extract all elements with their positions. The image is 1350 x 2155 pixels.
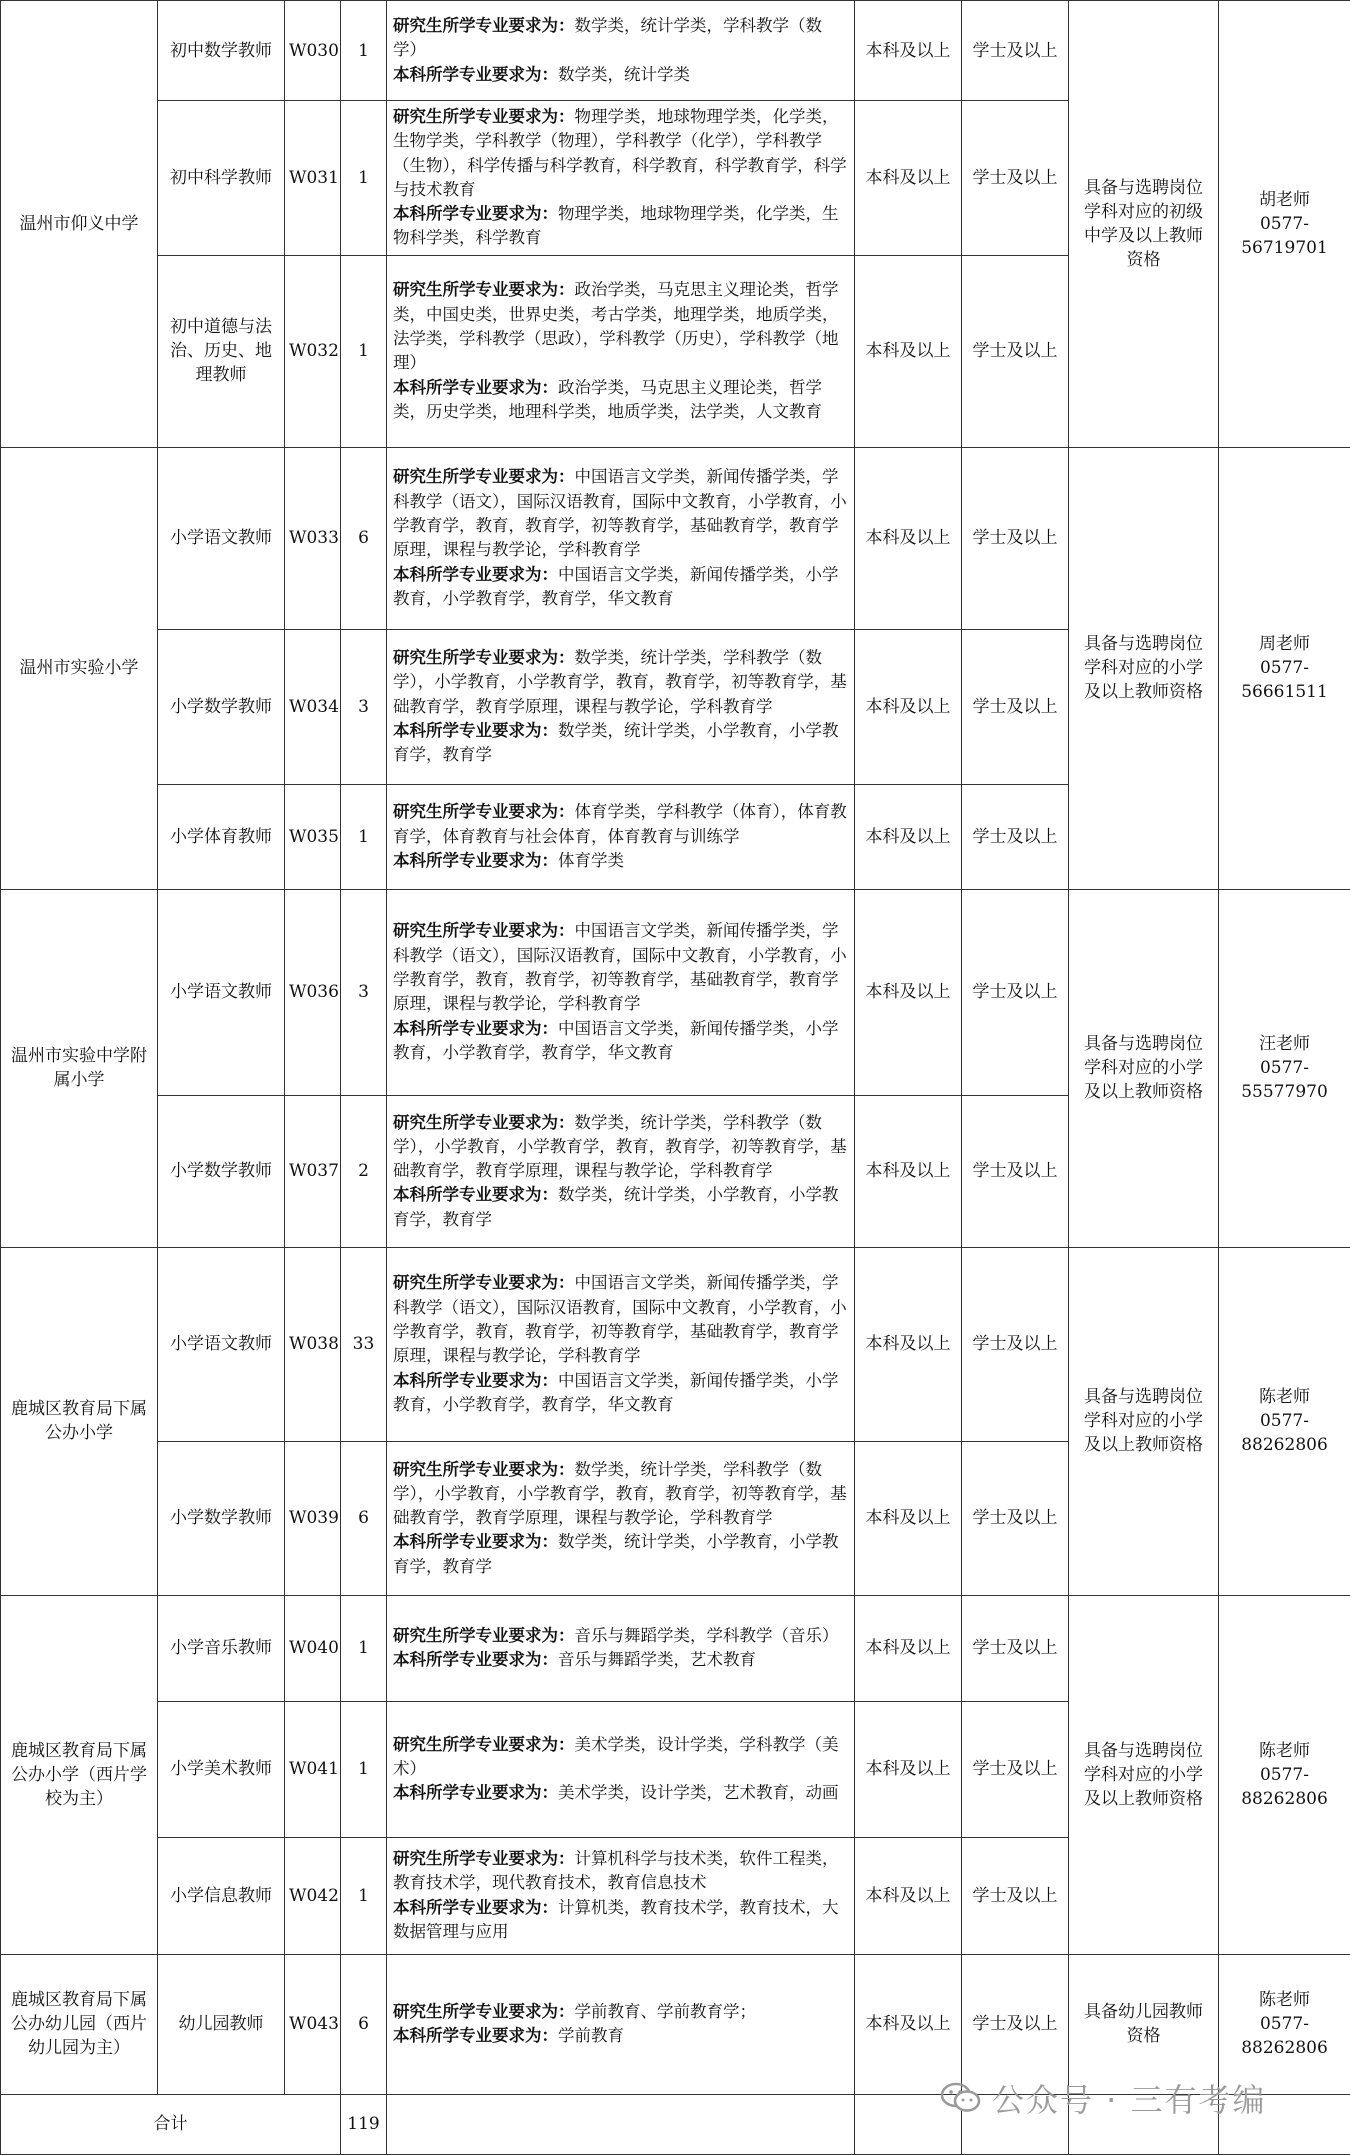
degree-cell: 学士及以上 xyxy=(962,784,1069,889)
count-cell: 6 xyxy=(341,447,387,629)
code-cell: W041 xyxy=(285,1701,341,1837)
education-cell: 本科及以上 xyxy=(855,889,962,1095)
count-cell: 1 xyxy=(341,784,387,889)
contact-cell: 汪老师 0577-55577970 xyxy=(1219,889,1350,1247)
degree-cell: 学士及以上 xyxy=(962,1837,1069,1954)
code-cell: W038 xyxy=(285,1247,341,1441)
code-cell: W040 xyxy=(285,1595,341,1701)
count-cell: 1 xyxy=(341,101,387,256)
contact-cell: 陈老师 0577-88262806 xyxy=(1219,1595,1350,1954)
code-cell: W034 xyxy=(285,629,341,784)
certificate-cell: 具备与选聘岗位学科对应的小学及以上教师资格 xyxy=(1069,447,1219,889)
education-cell: 本科及以上 xyxy=(855,1954,962,2094)
requirement-cell: 研究生所学专业要求为：数学类，统计学类，学科教学（数学），小学教育，小学教育学，教育，教育学，初等教育学，基础教育学，教育学原理，课程与教学论，学科教育学 本科所学专业要求为：数学类，统计学类，小学教育，小学教育学，教育学 xyxy=(387,1441,855,1595)
requirement-cell: 研究生所学专业要求为：数学类，统计学类，学科教学（数学），小学教育，小学教育学，教育，教育学，初等教育学，基础教育学，教育学原理，课程与教学论，学科教育学 本科所学专业要求为：数学类，统计学类，小学教育，小学教育学，教育学 xyxy=(387,1095,855,1247)
code-cell: W030 xyxy=(285,1,341,101)
requirement-cell: 研究生所学专业要求为：音乐与舞蹈学类，学科教学（音乐） 本科所学专业要求为：音乐与舞蹈学类，艺术教育 xyxy=(387,1595,855,1701)
degree-cell: 学士及以上 xyxy=(962,101,1069,256)
count-cell: 1 xyxy=(341,1837,387,1954)
requirement-cell: 研究生所学专业要求为：政治学类，马克思主义理论类，哲学类，中国史类，世界史类，考古学类，地理学类，地质学类，法学类，学科教学（思政），学科教学（历史），学科教学（地理） 本科所学专业要求为：政治学类，马克思主义理论类，哲学类，历史学类，地理科学类，地质学类，法学类，人文教育 xyxy=(387,255,855,447)
requirement-cell: 研究生所学专业要求为：计算机科学与技术类，软件工程类，教育技术学，现代教育技术，教育信息技术 本科所学专业要求为：计算机类，教育技术学，教育技术，大数据管理与应用 xyxy=(387,1837,855,1954)
certificate-cell: 具备与选聘岗位学科对应的小学及以上教师资格 xyxy=(1069,1247,1219,1595)
school-cell: 鹿城区教育局下属公办小学（西片学校为主） xyxy=(1,1595,158,1954)
count-cell: 33 xyxy=(341,1247,387,1441)
education-cell: 本科及以上 xyxy=(855,101,962,256)
requirement-cell: 研究生所学专业要求为：物理学类，地球物理学类，化学类，生物学类，学科教学（物理），学科教学（化学），学科教学（生物），科学传播与科学教育，科学教育，科学教育学，科学与技术教育 本科所学专业要求为：物理学类，地球物理学类，化学类，生物科学类，科学教育 xyxy=(387,101,855,256)
certificate-cell: 具备与选聘岗位学科对应的小学及以上教师资格 xyxy=(1069,1595,1219,1954)
code-cell: W036 xyxy=(285,889,341,1095)
degree-cell: 学士及以上 xyxy=(962,1,1069,101)
school-cell: 温州市实验小学 xyxy=(1,447,158,889)
requirement-cell: 研究生所学专业要求为：数学类，统计学类，学科教学（数学） 本科所学专业要求为：数学类，统计学类 xyxy=(387,1,855,101)
requirement-cell: 研究生所学专业要求为：中国语言文学类，新闻传播学类，学科教学（语文），国际汉语教育，国际中文教育，小学教育，小学教育学，教育，教育学，初等教育学，基础教育学，教育学原理，课程与教学论，学科教育学 本科所学专业要求为：中国语言文学类，新闻传播学类，小学教育，小学教育学，教育学，华文教育 xyxy=(387,889,855,1095)
post-cell: 小学语文教师 xyxy=(158,447,285,629)
post-cell: 初中科学教师 xyxy=(158,101,285,256)
post-cell: 小学信息教师 xyxy=(158,1837,285,1954)
requirement-cell: 研究生所学专业要求为：数学类，统计学类，学科教学（数学），小学教育，小学教育学，教育，教育学，初等教育学，基础教育学，教育学原理，课程与教学论，学科教育学 本科所学专业要求为：数学类，统计学类，小学教育，小学教育学，教育学 xyxy=(387,629,855,784)
code-cell: W032 xyxy=(285,255,341,447)
degree-cell: 学士及以上 xyxy=(962,447,1069,629)
count-cell: 1 xyxy=(341,1701,387,1837)
code-cell: W037 xyxy=(285,1095,341,1247)
post-cell: 小学语文教师 xyxy=(158,1247,285,1441)
count-cell: 3 xyxy=(341,629,387,784)
count-cell: 1 xyxy=(341,255,387,447)
school-cell: 温州市仰义中学 xyxy=(1,1,158,448)
watermark xyxy=(940,2075,1267,2121)
requirement-cell: 研究生所学专业要求为：体育学类，学科教学（体育），体育教育学，体育教育与社会体育，体育教育与训练学 本科所学专业要求为：体育学类 xyxy=(387,784,855,889)
table-row xyxy=(1,447,1350,629)
contact-cell: 周老师 0577-56661511 xyxy=(1219,447,1350,889)
degree-cell: 学士及以上 xyxy=(962,1701,1069,1837)
degree-cell: 学士及以上 xyxy=(962,889,1069,1095)
table-row xyxy=(1,889,1350,1095)
requirement-cell: 研究生所学专业要求为：美术学类，设计学类，学科教学（美术） 本科所学专业要求为：美术学类，设计学类，艺术教育，动画 xyxy=(387,1701,855,1837)
post-cell: 初中数学教师 xyxy=(158,1,285,101)
count-cell: 1 xyxy=(341,1,387,101)
table-row xyxy=(1,1595,1350,1701)
code-cell: W031 xyxy=(285,101,341,256)
education-cell: 本科及以上 xyxy=(855,1595,962,1701)
degree-cell: 学士及以上 xyxy=(962,629,1069,784)
certificate-cell: 具备与选聘岗位学科对应的小学及以上教师资格 xyxy=(1069,889,1219,1247)
table-row xyxy=(1,1,1350,101)
education-cell: 本科及以上 xyxy=(855,1247,962,1441)
code-cell: W033 xyxy=(285,447,341,629)
certificate-cell: 具备幼儿园教师资格 xyxy=(1069,1954,1219,2094)
school-cell: 温州市实验中学附属小学 xyxy=(1,889,158,1247)
post-cell: 小学数学教师 xyxy=(158,629,285,784)
education-cell: 本科及以上 xyxy=(855,784,962,889)
post-cell: 幼儿园教师 xyxy=(158,1954,285,2094)
table-row xyxy=(1,1247,1350,1441)
table-row xyxy=(1,1954,1350,2094)
degree-cell: 学士及以上 xyxy=(962,255,1069,447)
degree-cell: 学士及以上 xyxy=(962,1954,1069,2094)
code-cell: W039 xyxy=(285,1441,341,1595)
count-cell: 6 xyxy=(341,1441,387,1595)
contact-cell: 陈老师 0577-88262806 xyxy=(1219,1247,1350,1595)
wechat-icon xyxy=(940,2081,982,2115)
code-cell: W043 xyxy=(285,1954,341,2094)
total-label: 合计 xyxy=(1,2094,341,2154)
education-cell: 本科及以上 xyxy=(855,1,962,101)
count-cell: 1 xyxy=(341,1595,387,1701)
education-cell: 本科及以上 xyxy=(855,1441,962,1595)
code-cell: W042 xyxy=(285,1837,341,1954)
post-cell: 小学数学教师 xyxy=(158,1441,285,1595)
total-count: 119 xyxy=(341,2094,387,2154)
degree-cell: 学士及以上 xyxy=(962,1095,1069,1247)
education-cell: 本科及以上 xyxy=(855,1095,962,1247)
education-cell: 本科及以上 xyxy=(855,447,962,629)
degree-cell: 学士及以上 xyxy=(962,1441,1069,1595)
requirement-cell: 研究生所学专业要求为：学前教育、学前教育学； 本科所学专业要求为：学前教育 xyxy=(387,1954,855,2094)
post-cell: 小学美术教师 xyxy=(158,1701,285,1837)
degree-cell: 学士及以上 xyxy=(962,1595,1069,1701)
education-cell: 本科及以上 xyxy=(855,1837,962,1954)
education-cell: 本科及以上 xyxy=(855,629,962,784)
post-cell: 小学音乐教师 xyxy=(158,1595,285,1701)
certificate-cell: 具备与选聘岗位学科对应的初级中学及以上教师资格 xyxy=(1069,1,1219,448)
post-cell: 小学体育教师 xyxy=(158,784,285,889)
contact-cell: 陈老师 0577-88262806 xyxy=(1219,1954,1350,2094)
requirement-cell: 研究生所学专业要求为：中国语言文学类，新闻传播学类，学科教学（语文），国际汉语教育，国际中文教育，小学教育，小学教育学，教育，教育学，初等教育学，基础教育学，教育学原理，课程与教学论，学科教育学 本科所学专业要求为：中国语言文学类，新闻传播学类，小学教育，小学教育学，教育学，华文教育 xyxy=(387,1247,855,1441)
education-cell: 本科及以上 xyxy=(855,1701,962,1837)
count-cell: 6 xyxy=(341,1954,387,2094)
requirement-cell: 研究生所学专业要求为：中国语言文学类，新闻传播学类，学科教学（语文），国际汉语教育，国际中文教育，小学教育，小学教育学，教育，教育学，初等教育学，基础教育学，教育学原理，课程与教学论，学科教育学 本科所学专业要求为：中国语言文学类，新闻传播学类，小学教育，小学教育学，教育学，华文教育 xyxy=(387,447,855,629)
code-cell: W035 xyxy=(285,784,341,889)
post-cell: 小学数学教师 xyxy=(158,1095,285,1247)
post-cell: 初中道德与法治、历史、地理教师 xyxy=(158,255,285,447)
education-cell: 本科及以上 xyxy=(855,255,962,447)
school-cell: 鹿城区教育局下属公办小学 xyxy=(1,1247,158,1595)
contact-cell: 胡老师 0577-56719701 xyxy=(1219,1,1350,448)
count-cell: 2 xyxy=(341,1095,387,1247)
count-cell: 3 xyxy=(341,889,387,1095)
post-cell: 小学语文教师 xyxy=(158,889,285,1095)
degree-cell: 学士及以上 xyxy=(962,1247,1069,1441)
school-cell: 鹿城区教育局下属公办幼儿园（西片幼儿园为主） xyxy=(1,1954,158,2094)
watermark-text: 公众号 · 三有考编 xyxy=(992,2075,1267,2121)
